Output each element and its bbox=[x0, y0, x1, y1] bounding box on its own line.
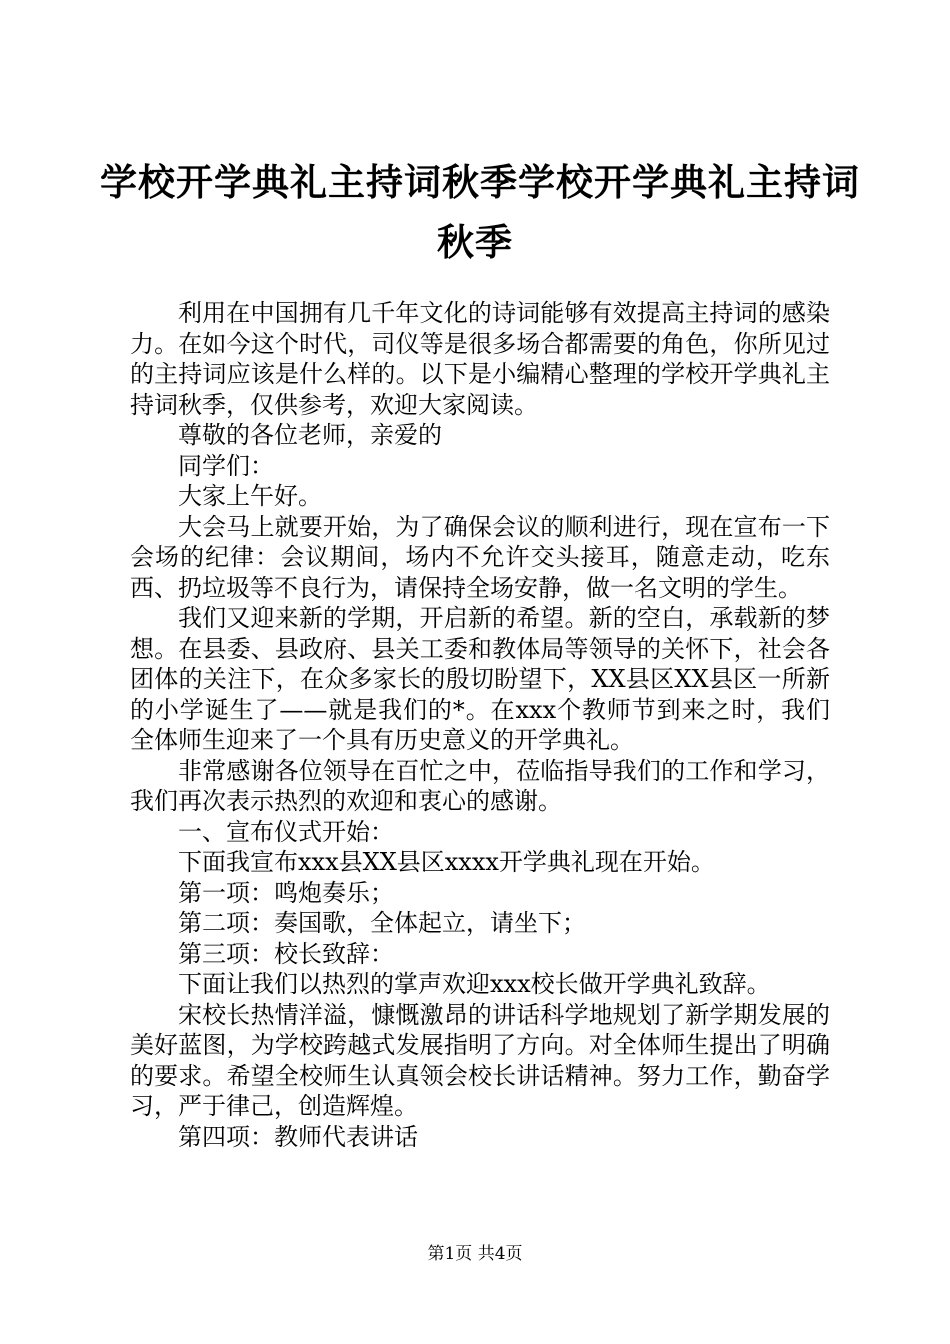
paragraph-principal-summary: 宋校长热情洋溢，慷慨激昂的讲话科学地规划了新学期发展的美好蓝图，为学校跨越式发展指明了方向。对全体师生提出了明确的要求。希望全校师生认真领会校长讲话精神。努力工作，勤奋学习，严于律己，创造辉煌。 bbox=[130, 1000, 830, 1120]
paragraph-item-one: 第一项：鸣炮奏乐； bbox=[178, 878, 394, 907]
paragraph-principal-invite: 下面让我们以热烈的掌声欢迎xxx校长做开学典礼致辞。 bbox=[178, 970, 771, 998]
paragraph-intro: 利用在中国拥有几千年文化的诗词能够有效提高主持词的感染力。在如今这个时代，司仪等是很多场合都需要的角色，你所见过的主持词应该是什么样的。以下是小编精心整理的学校开学典礼主持词秋季，仅供参考，欢迎大家阅读。 bbox=[130, 299, 830, 419]
paragraph-salutation: 尊敬的各位老师，亲爱的 bbox=[178, 421, 442, 449]
paragraph-new-semester: 我们又迎来新的学期，开启新的希望。新的空白，承载新的梦想。在县委、县政府、县关工委和教体局等领导的关怀下，社会各团体的关注下，在众多家长的殷切盼望下，XX县区XX县区一所新的小学诞生了——就是我们的*。在xxx个教师节到来之时，我们全体师生迎来了一个具有历史意义的开学典礼。 bbox=[130, 604, 830, 754]
paragraph-thanks: 非常感谢各位领导在百忙之中，莅临指导我们的工作和学习，我们再次表示热烈的欢迎和衷心的感谢。 bbox=[130, 756, 830, 815]
paragraph-item-four: 第四项：教师代表讲话 bbox=[178, 1122, 418, 1151]
paragraph-item-two: 第二项：奏国歌，全体起立，请坐下； bbox=[178, 909, 586, 937]
document-title-line-2: 秋季 bbox=[437, 220, 513, 264]
paragraph-announce-start: 下面我宣布xxx县XX县区xxxx开学典礼现在开始。 bbox=[178, 848, 715, 876]
paragraph-discipline: 大会马上就要开始，为了确保会议的顺利进行，现在宣布一下会场的纪律：会议期间，场内不允许交头接耳，随意走动，吃东西、扔垃圾等不良行为，请保持全场安静，做一名文明的学生。 bbox=[130, 512, 830, 602]
paragraph-salutation-students: 同学们： bbox=[178, 451, 274, 480]
paragraph-item-three: 第三项：校长致辞： bbox=[178, 939, 394, 968]
page-footer: 第1页 共4页 bbox=[427, 1244, 523, 1264]
paragraph-greeting: 大家上午好。 bbox=[178, 482, 322, 510]
document-body bbox=[130, 298, 830, 1152]
document-title-line-1: 学校开学典礼主持词秋季学校开学典礼主持词 bbox=[100, 160, 860, 204]
paragraph-section-one: 一、宣布仪式开始： bbox=[178, 817, 394, 846]
